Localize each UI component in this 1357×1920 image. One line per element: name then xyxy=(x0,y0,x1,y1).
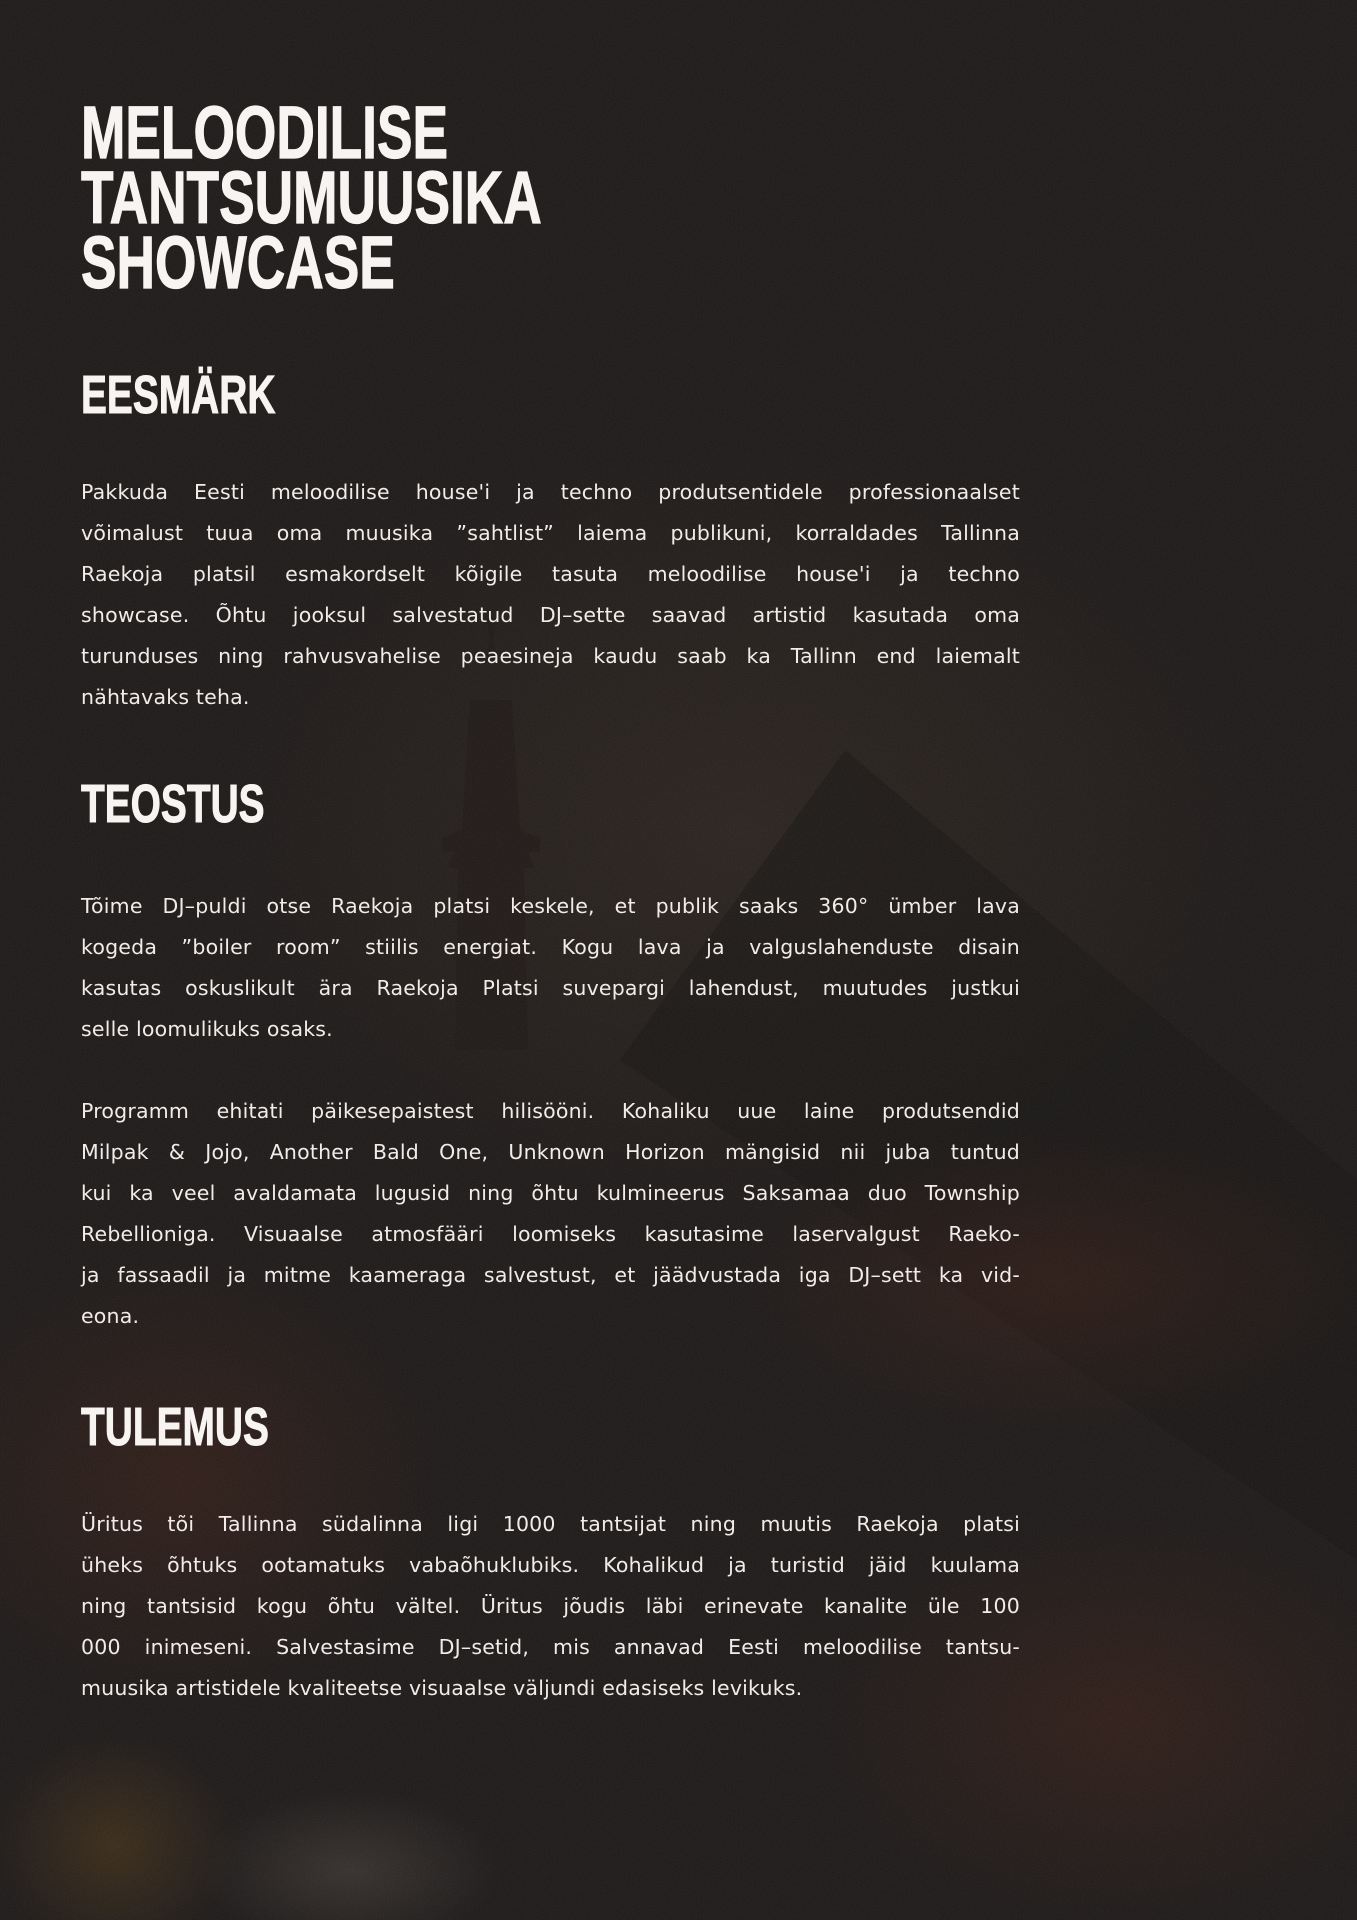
text-line: ja fassaadil ja mitme kaameraga salvestust, et jäädvustada iga DJ–sett ka vid- xyxy=(81,1263,1020,1287)
text-line: eona. xyxy=(81,1304,140,1328)
text-line: showcase. Õhtu jooksul salvestatud DJ–sette saavad artistid kasutada oma xyxy=(81,603,1020,627)
text-line: 000 inimeseni. Salvestasime DJ–setid, mis annavad Eesti meloodilise tantsu- xyxy=(81,1635,1020,1659)
text-line: nähtavaks teha. xyxy=(81,685,250,709)
section-tulemus xyxy=(81,1397,1020,1709)
text-line: muusika artistidele kvaliteetse visuaalse väljundi edasiseks levikuks. xyxy=(81,1676,803,1700)
text-line: Programm ehitati päikesepaistest hilisööni. Kohaliku uue laine produtsendid xyxy=(81,1099,1020,1123)
section-heading: TEOSTUS xyxy=(81,774,265,834)
text-line: selle loomulikuks osaks. xyxy=(81,1017,333,1041)
page-title xyxy=(81,0,757,304)
page-title-line: MELOODILISE xyxy=(81,91,449,174)
text-line: võimalust tuua oma muusika ”sahtlist” laiema publikuni, korraldades Tallinna xyxy=(81,521,1020,545)
section-heading: TULEMUS xyxy=(81,1397,269,1457)
case-study-page xyxy=(81,0,1020,1709)
text-line: turunduses ning rahvusvahelise peaesineja kaudu saab ka Tallinn end laiemalt xyxy=(81,644,1020,668)
text-line: Pakkuda Eesti meloodilise house'i ja techno produtsentidele professionaalset xyxy=(81,480,1020,504)
text-line: üheks õhtuks ootamatuks vabaõhuklubiks. Kohalikud ja turistid jäid kuulama xyxy=(81,1553,1020,1577)
text-line: Tõime DJ–puldi otse Raekoja platsi keskele, et publik saaks 360° ümber lava xyxy=(81,894,1020,918)
page-title-line: TANTSUMUUSIKA xyxy=(81,156,542,239)
section-eesmark xyxy=(81,365,1020,718)
section-teostus xyxy=(81,774,1020,1337)
text-line: kui ka veel avaldamata lugusid ning õhtu kulmineerus Saksamaa duo Township xyxy=(81,1181,1020,1205)
page-title-line: SHOWCASE xyxy=(81,221,395,304)
paragraph xyxy=(81,886,1020,1050)
text-line: Milpak & Jojo, Another Bald One, Unknown Horizon mängisid nii juba tuntud xyxy=(81,1140,1020,1164)
paragraph xyxy=(81,1504,1020,1709)
section-heading: EESMÄRK xyxy=(81,365,276,425)
paragraph xyxy=(81,1091,1020,1337)
text-line: Rebellioniga. Visuaalse atmosfääri loomiseks kasutasime laservalgust Raeko- xyxy=(81,1222,1020,1246)
text-line: kogeda ”boiler room” stiilis energiat. Kogu lava ja valguslahenduste disain xyxy=(81,935,1020,959)
paragraph xyxy=(81,472,1020,718)
text-line: Raekoja platsil esmakordselt kõigile tasuta meloodilise house'i ja techno xyxy=(81,562,1020,586)
sections xyxy=(81,365,1020,1709)
text-line: Üritus tõi Tallinna südalinna ligi 1000 tantsijat ning muutis Raekoja platsi xyxy=(81,1512,1020,1536)
text-line: ning tantsisid kogu õhtu vältel. Üritus jõudis läbi erinevate kanalite üle 100 xyxy=(81,1594,1020,1618)
text-line: kasutas oskuslikult ära Raekoja Platsi suvepargi lahendust, muutudes justkui xyxy=(81,976,1020,1000)
